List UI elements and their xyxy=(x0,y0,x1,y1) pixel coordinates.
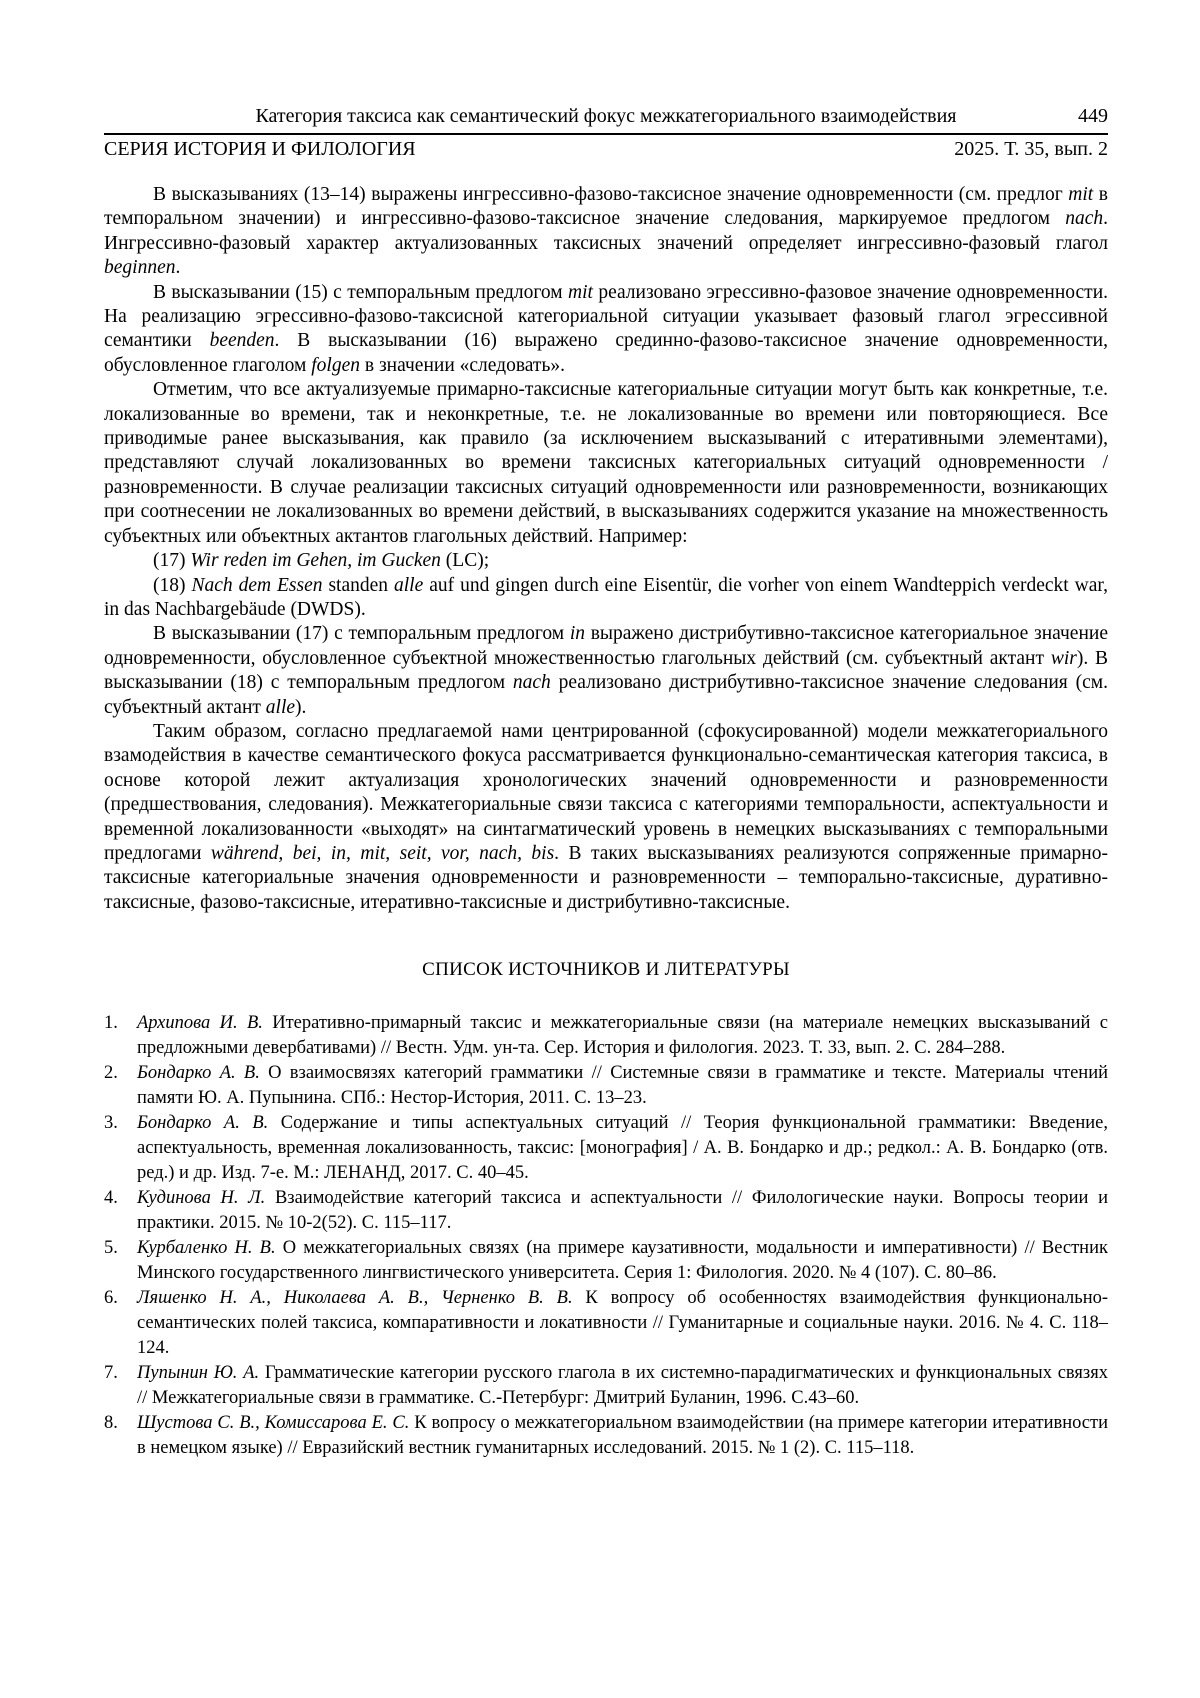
reference-text xyxy=(137,1188,1108,1233)
reference-number: 6. xyxy=(104,1288,118,1309)
text-segment: (18) xyxy=(153,574,192,596)
italic-segment: Ляшенко Н. А., Николаева А. В., Черненко В. В. xyxy=(137,1288,573,1309)
italic-segment: Бондарко А. В. xyxy=(137,1063,260,1084)
reference-item xyxy=(104,1061,1108,1111)
text-segment: . Ингрессивно-фазовый характер актуализованных таксисных значений определяет ингрессивно-фазовый глагол xyxy=(104,208,1108,254)
paragraph xyxy=(104,549,1108,573)
text-segment: (LC); xyxy=(440,550,490,572)
text-segment: О межкатегориальных связях (на примере каузативности, модальности и императивности) // Вестник Минского государственного лингвистического университета. Серия 1: Филология. 2020. № 4 (107). С. 80–86. xyxy=(137,1238,1108,1284)
paragraph xyxy=(104,720,1108,915)
text-segment: ). В высказывании (18) с темпоральным предлогом xyxy=(104,647,1109,694)
text-segment: auf und gingen durch eine Eisentür, die vorher von einem Wandteppich verdeckt war, in das Nachbargebäude (DWDS). xyxy=(104,574,1108,620)
italic-segment: Пупынин Ю. А. xyxy=(137,1363,260,1384)
reference-item xyxy=(104,1186,1108,1236)
italic-segment: nach xyxy=(1065,208,1104,230)
text-segment: реализовано дистрибутивно-таксисное значение следования (см. субъектный актант xyxy=(104,672,1108,718)
reference-item xyxy=(104,1011,1108,1061)
page-number: 449 xyxy=(1078,105,1108,127)
italic-segment: wir xyxy=(1050,647,1077,669)
reference-item xyxy=(104,1411,1108,1461)
reference-item xyxy=(104,1286,1108,1361)
paragraph xyxy=(104,378,1108,549)
text-segment: К вопросу об особенностях взаимодействия функционально-семантических полей таксиса, компаративности и локативности // Гуманитарные и социальные науки. 2016. № 4. С. 118–124. xyxy=(137,1288,1109,1359)
volume-info: 2025. Т. 35, вып. 2 xyxy=(954,138,1108,160)
italic-segment: in xyxy=(569,623,585,645)
running-head-row xyxy=(104,104,1108,128)
italic-segment: Кудинова Н. Л. xyxy=(137,1188,266,1209)
italic-segment: während, bei, in, mit, seit, vor, nach, bis xyxy=(210,842,555,864)
text-segment: Отметим, что все актуализуемые примарно-таксисные категориальные ситуации могут быть как конкретные, т.е. локализованные во времени, так и неконкретные, т.е. не локализованные во времени или повторяющиеся. Все приводимые ранее высказывания, как правило (за исключением высказываний с итеративными элементами), представляют случай локализованных во времени таксисных категориальных ситуаций одновременности / разновременности. В случае реализации таксисных ситуаций одновременности или разновременности, возникающих при соотнесении не локализованных во времени действий, в высказываниях содержится указание на множественность субъектных или объектных актантов глагольных действий. Например: xyxy=(104,379,1108,547)
running-title: Категория таксиса как семантический фокус межкатегориального взаимодействия xyxy=(255,105,957,127)
italic-segment: mit xyxy=(1068,184,1094,205)
reference-number: 7. xyxy=(104,1363,118,1384)
reference-text xyxy=(137,1238,1108,1283)
reference-item xyxy=(104,1236,1108,1286)
text-segment: Таким образом, согласно предлагаемой нами центрированной (сфокусированной) модели межкатегориального взамодействия в качестве семантического фокуса рассматривается функционально-семантическая категория таксиса, в основе которой лежит актуализация хронологических значений одновременности и разновременности (предшествования, следования). Межкатегориальные связи таксиса с категориями темпоральности, аспектуальности и временной локализованности «выходят» на синтагматический уровень в немецких высказываниях с темпоральными предлогами xyxy=(104,720,1108,864)
paragraph xyxy=(104,574,1108,623)
text-segment: . В высказывании (16) выражено срединно-фазово-таксисное значение одновременности, обусловленное глаголом xyxy=(104,330,1108,376)
text-segment: выражено дистрибутивно-таксисное категориальное значение одновременности, обусловленное субъектной множественностью глагольных действий (см. субъектный актант xyxy=(104,623,1108,669)
italic-segment: nach xyxy=(512,672,551,694)
reference-number: 2. xyxy=(104,1063,118,1084)
italic-segment: Шустова С. В., Комиссарова Е. С. xyxy=(137,1413,410,1434)
reference-number: 8. xyxy=(104,1413,118,1434)
references-list xyxy=(104,1011,1108,1461)
italic-segment: Wir reden im Gehen, im Gucken xyxy=(190,550,441,572)
italic-segment: alle xyxy=(394,574,424,596)
italic-segment: Курбаленко Н. В. xyxy=(137,1238,276,1259)
paragraph xyxy=(104,281,1108,379)
reference-text xyxy=(137,1413,1108,1458)
series-row xyxy=(104,137,1108,162)
references-heading: СПИСОК ИСТОЧНИКОВ И ЛИТЕРАТУРЫ xyxy=(422,959,790,981)
reference-number: 5. xyxy=(104,1238,118,1259)
series-title: СЕРИЯ ИСТОРИЯ И ФИЛОЛОГИЯ xyxy=(104,138,416,160)
text-segment: К вопросу о межкатегориальном взаимодействии (на примере категории итеративности в немецком языке) // Евразийский вестник гуманитарных исследований. 2015. № 1 (2). С. 115–118. xyxy=(137,1413,1109,1459)
paragraph xyxy=(104,183,1108,281)
reference-text xyxy=(137,1013,1108,1058)
header-rule xyxy=(104,133,1108,135)
text-segment: standen xyxy=(322,574,394,596)
text-segment: Итеративно-примарный таксис и межкатегориальные связи (на материале немецких высказываний с предложными девербативами) // Вестн. Удм. ун-та. Сер. История и филология. 2023. Т. 33, вып. 2. С. 284–288. xyxy=(137,1013,1108,1059)
text-segment: Грамматические категории русского глагола в их системно-парадигматических и функциональных связях // Межкатегориальные связи в грамматике. С.-Петербург: Дмитрий Буланин, 1996. С.43–60. xyxy=(137,1363,1108,1409)
italic-segment: folgen xyxy=(311,354,361,376)
text-segment: реализовано эгрессивно-фазовое значение одновременности. На реализацию эгрессивно-фазово-таксисной категориальной ситуации указывает фазовый глагол эгрессивной семантики xyxy=(104,281,1108,352)
text-segment: . В таких высказываниях реализуются сопряженные примарно-таксисные категориальные значения одновременности и разновременности – темпорально-таксисные, дуративно-таксисные, фазово-таксисные, итеративно-таксисные и дистрибутивно-таксисные. xyxy=(104,842,1108,913)
page-header xyxy=(104,104,1108,162)
reference-number: 4. xyxy=(104,1188,118,1209)
italic-segment: Архипова И. В. xyxy=(137,1013,263,1034)
text-segment: ). xyxy=(295,696,307,718)
text-segment: Взаимодействие категорий таксиса и аспектуальности // Филологические науки. Вопросы теории и практики. 2015. № 10-2(52). С. 115–117. xyxy=(137,1188,1109,1234)
text-segment: В высказывании (17) с темпоральным предлогом xyxy=(153,623,570,645)
text-segment: (17) xyxy=(153,550,191,572)
text-segment: В высказываниях (13–14) выражены ингрессивно-фазово-таксисное значение одновременности (см. предлог xyxy=(153,184,1069,205)
text-segment: О взаимосвязях категорий грамматики // Системные связи в грамматике и тексте. Материалы чтений памяти Ю. А. Пупынина. СПб.: Нестор-История, 2011. С. 13–23. xyxy=(137,1063,1108,1109)
italic-segment: alle xyxy=(265,696,296,718)
article-body xyxy=(104,183,1108,915)
reference-number: 3. xyxy=(104,1113,118,1134)
reference-item xyxy=(104,1361,1108,1411)
text-segment: . xyxy=(175,257,181,279)
italic-segment: Бондарко А. В. xyxy=(137,1113,269,1134)
reference-number: 1. xyxy=(104,1013,118,1034)
italic-segment: Nach dem Essen xyxy=(191,574,323,596)
italic-segment: mit xyxy=(568,281,593,303)
reference-text xyxy=(137,1113,1108,1183)
italic-segment: beginnen xyxy=(104,257,176,279)
reference-text xyxy=(137,1363,1108,1408)
text-segment: в темпоральном значении) и ингрессивно-фазово-таксисное значение следования, маркируемое предлогом xyxy=(104,184,1108,230)
text-segment: В высказывании (15) с темпоральным предлогом xyxy=(153,281,569,303)
italic-segment: beenden xyxy=(209,330,275,352)
text-segment: в значении «следовать». xyxy=(360,354,565,376)
reference-item xyxy=(104,1111,1108,1186)
text-segment: Содержание и типы аспектуальных ситуаций // Теория функциональной грамматики: Введение, аспектуальность, временная локализованность, таксис: [монография] / А. В. Бондарко и др.; редкол.: А. В. Бондарко (отв. ред.) и др. Изд. 7-е. М.: ЛЕНАНД, 2017. С. 40–45. xyxy=(137,1113,1108,1184)
reference-text xyxy=(137,1063,1108,1108)
paragraph xyxy=(104,622,1108,720)
reference-text xyxy=(137,1288,1108,1358)
